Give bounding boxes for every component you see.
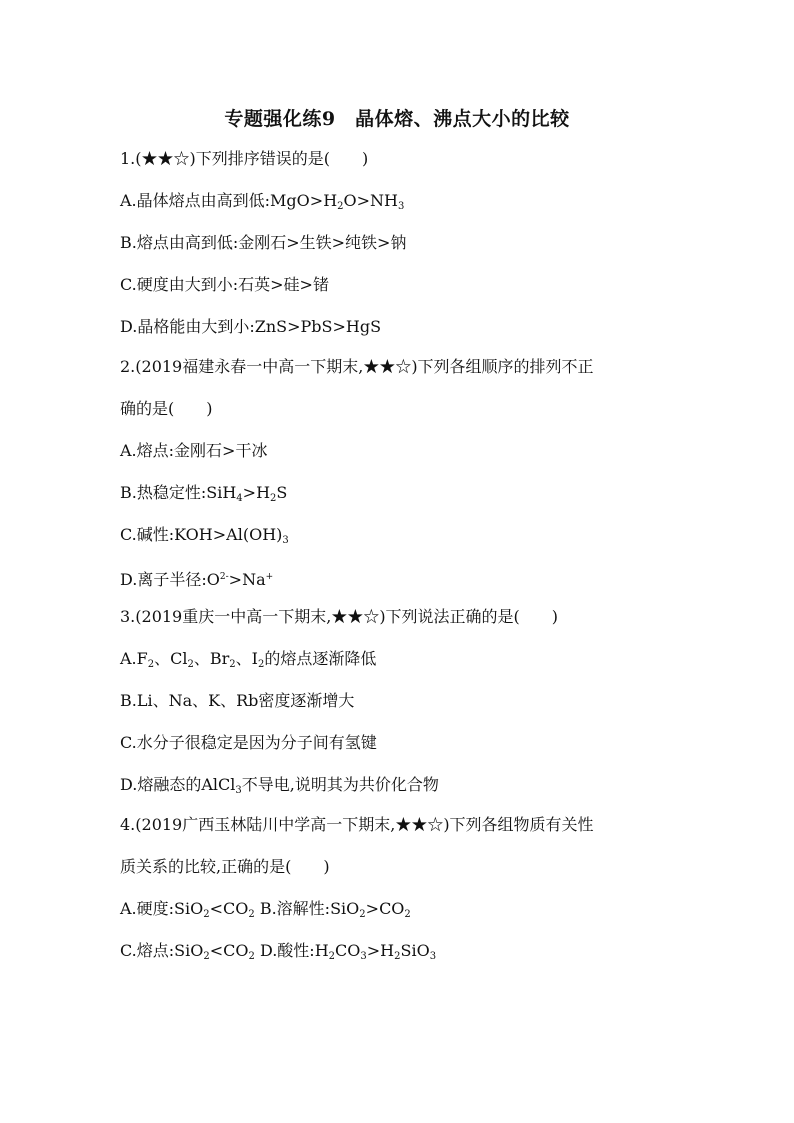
- q3-stem: 3.(2019重庆一中高一下期末,★★☆)下列说法正确的是( ): [120, 607, 559, 626]
- q4-stem-line2: 质关系的比较,正确的是( ): [120, 857, 330, 876]
- q2-stem-line2: 确的是( ): [120, 399, 213, 418]
- q2-option-b: B.热稳定性$:SiH_4>H_2S$: [120, 483, 288, 504]
- q4-option-ab: A.硬度$:SiO_2<CO_2$ B.溶解性$:SiO_2>CO_2$: [120, 899, 411, 920]
- q3-option-d: D.熔融态的AlCl$_3$不导电,说明其为共价化合物: [120, 775, 439, 796]
- q4-option-cd: C.熔点$:SiO_2<CO_2$ D.酸性$:H_2CO_3>H_2SiO_3$: [120, 941, 437, 962]
- q3-option-a: $A.F_2$、$Cl_2$、$Br_2$、$I_2$的熔点逐渐降低: [120, 649, 377, 670]
- q1-option-d: D.晶格能由大到小:ZnS>PbS>HgS: [120, 317, 382, 336]
- q1-stem: 1.(★★☆)下列排序错误的是( ): [120, 149, 369, 168]
- q1-option-c: C.硬度由大到小:石英>硅>锗: [120, 275, 329, 294]
- q2-stem-line1: 2.(2019福建永春一中高一下期末,★★☆)下列各组顺序的排列不正: [120, 357, 594, 376]
- page-title: 专题强化练9 晶体熔、沸点大小的比较: [224, 108, 570, 130]
- q1-option-a: A.晶体熔点由高到低$:MgO>H_2O>NH_3$: [120, 191, 405, 212]
- q3-option-b: B.Li、Na、K、Rb密度逐渐增大: [120, 691, 355, 710]
- q3-option-c: C.水分子很稳定是因为分子间有氢键: [120, 733, 377, 752]
- q2-option-c: C.碱性$:KOH>Al(OH)_3$: [120, 525, 289, 546]
- q1-option-b: B.熔点由高到低:金刚石>生铁>纯铁>钠: [120, 233, 407, 252]
- q2-option-a: A.熔点:金刚石>干冰: [120, 441, 268, 460]
- q4-stem-line1: 4.(2019广西玉林陆川中学高一下期末,★★☆)下列各组物质有关性: [120, 815, 594, 834]
- q2-option-d: D.离子半径$:O^{2-}>Na^+$: [120, 570, 274, 589]
